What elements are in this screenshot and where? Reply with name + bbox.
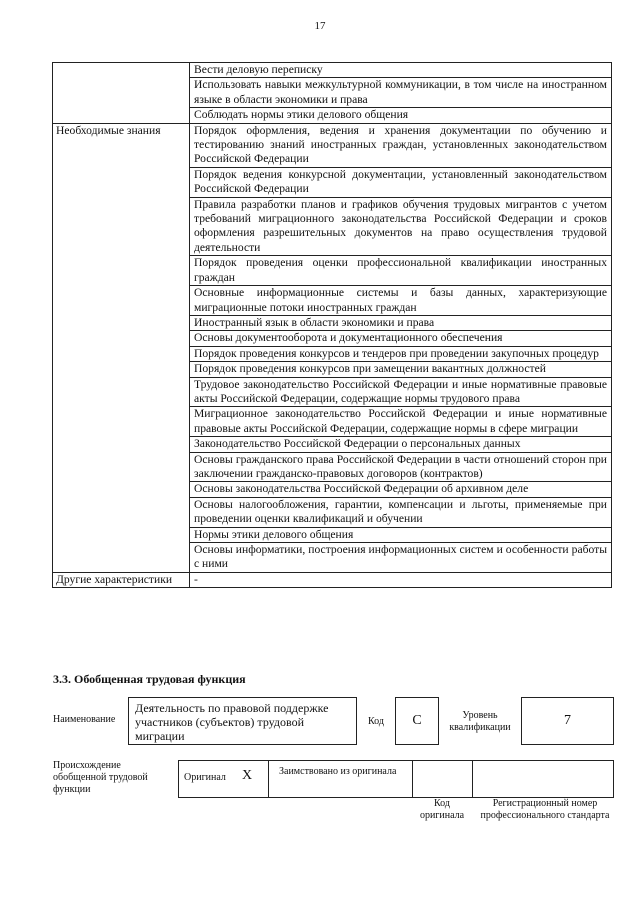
knowledge-label: Необходимые знания	[53, 123, 190, 572]
table-cell: Соблюдать нормы этики делового общения	[190, 108, 612, 123]
table-row	[53, 63, 612, 78]
table-row	[53, 572, 612, 587]
section-title: 3.3. Обобщенная трудовая функция	[53, 672, 246, 686]
level-value: 7	[521, 697, 614, 745]
other-characteristics-label: Другие характеристики	[53, 572, 190, 587]
page-number: 17	[314, 20, 326, 32]
table-cell: Основы законодательства Российской Федерации об архивном деле	[190, 482, 612, 497]
table-cell: Законодательство Российской Федерации о персональных данных	[190, 437, 612, 452]
other-characteristics-value: -	[190, 572, 612, 587]
table-cell: Основы гражданского права Российской Федерации в части отношений сторон при заключении гражданско-правовых договоров (контрактов)	[190, 452, 612, 482]
knowledge-table	[52, 62, 612, 588]
table-cell: Основы налогообложения, гарантии, компенсации и льготы, применяемые при проведении оценки квалификаций и обучении	[190, 497, 612, 527]
reg-number-label: Регистрационный номер профессионального стандарта	[480, 798, 610, 821]
table-cell: Основы информатики, построения информационных систем и особенности работы с ними	[190, 543, 612, 573]
table-cell: Трудовое законодательство Российской Федерации и иные нормативные правовые акты Российской Федерации, содержащие нормы трудового права	[190, 377, 612, 407]
table-cell: Основы документооборота и документационного обеспечения	[190, 331, 612, 346]
name-label: Наименование	[53, 714, 116, 725]
origin-divider	[412, 760, 413, 798]
code-label: Код	[368, 716, 384, 727]
original-label: Оригинал	[184, 772, 226, 783]
name-value: Деятельность по правовой поддержке участников (субъектов) трудовой миграции	[128, 697, 357, 745]
borrowed-label: Заимствовано из оригинала	[279, 766, 397, 777]
table-cell: Иностранный язык в области экономики и права	[190, 315, 612, 330]
origin-label: Происхождение обобщенной трудовой функции	[53, 760, 148, 795]
table-cell: Порядок проведения оценки профессиональной квалификации иностранных граждан	[190, 256, 612, 286]
table-cell: Нормы этики делового общения	[190, 527, 612, 542]
origin-divider	[472, 760, 473, 798]
table-cell: Использовать навыки межкультурной коммуникации, в том числе на иностранном языке в области экономики и права	[190, 78, 612, 108]
table-cell: Миграционное законодательство Российской Федерации и иные нормативные правовые акты Российской Федерации, содержащие нормы в сфере миграции	[190, 407, 612, 437]
original-mark: X	[242, 768, 253, 783]
table-cell: Порядок ведения конкурсной документации, установленный законодательством Российской Федерации	[190, 167, 612, 197]
table-cell: Порядок проведения конкурсов при замещении вакантных должностей	[190, 362, 612, 377]
level-label: Уровень квалификации	[449, 710, 511, 733]
code-original-label: Код оригинала	[419, 798, 465, 821]
table-row	[53, 123, 612, 167]
table-cell: Основные информационные системы и базы данных, характеризующие миграционные потоки иностранных граждан	[190, 286, 612, 316]
table-cell: Порядок проведения конкурсов и тендеров при проведении закупочных процедур	[190, 346, 612, 361]
table-cell: Правила разработки планов и графиков обучения трудовых мигрантов с учетом требований миграционного законодательства Российской Федерации и сроков оформления разрешительных документов на право осуществления трудовой деятельности	[190, 197, 612, 256]
code-value: C	[395, 697, 439, 745]
table-cell: Порядок оформления, ведения и хранения документации по обучению и тестированию знаний иностранных граждан, установленных законодательством Российской Федерации	[190, 123, 612, 167]
skills-label-cell	[53, 63, 190, 124]
origin-divider	[268, 760, 269, 798]
table-cell: Вести деловую переписку	[190, 63, 612, 78]
